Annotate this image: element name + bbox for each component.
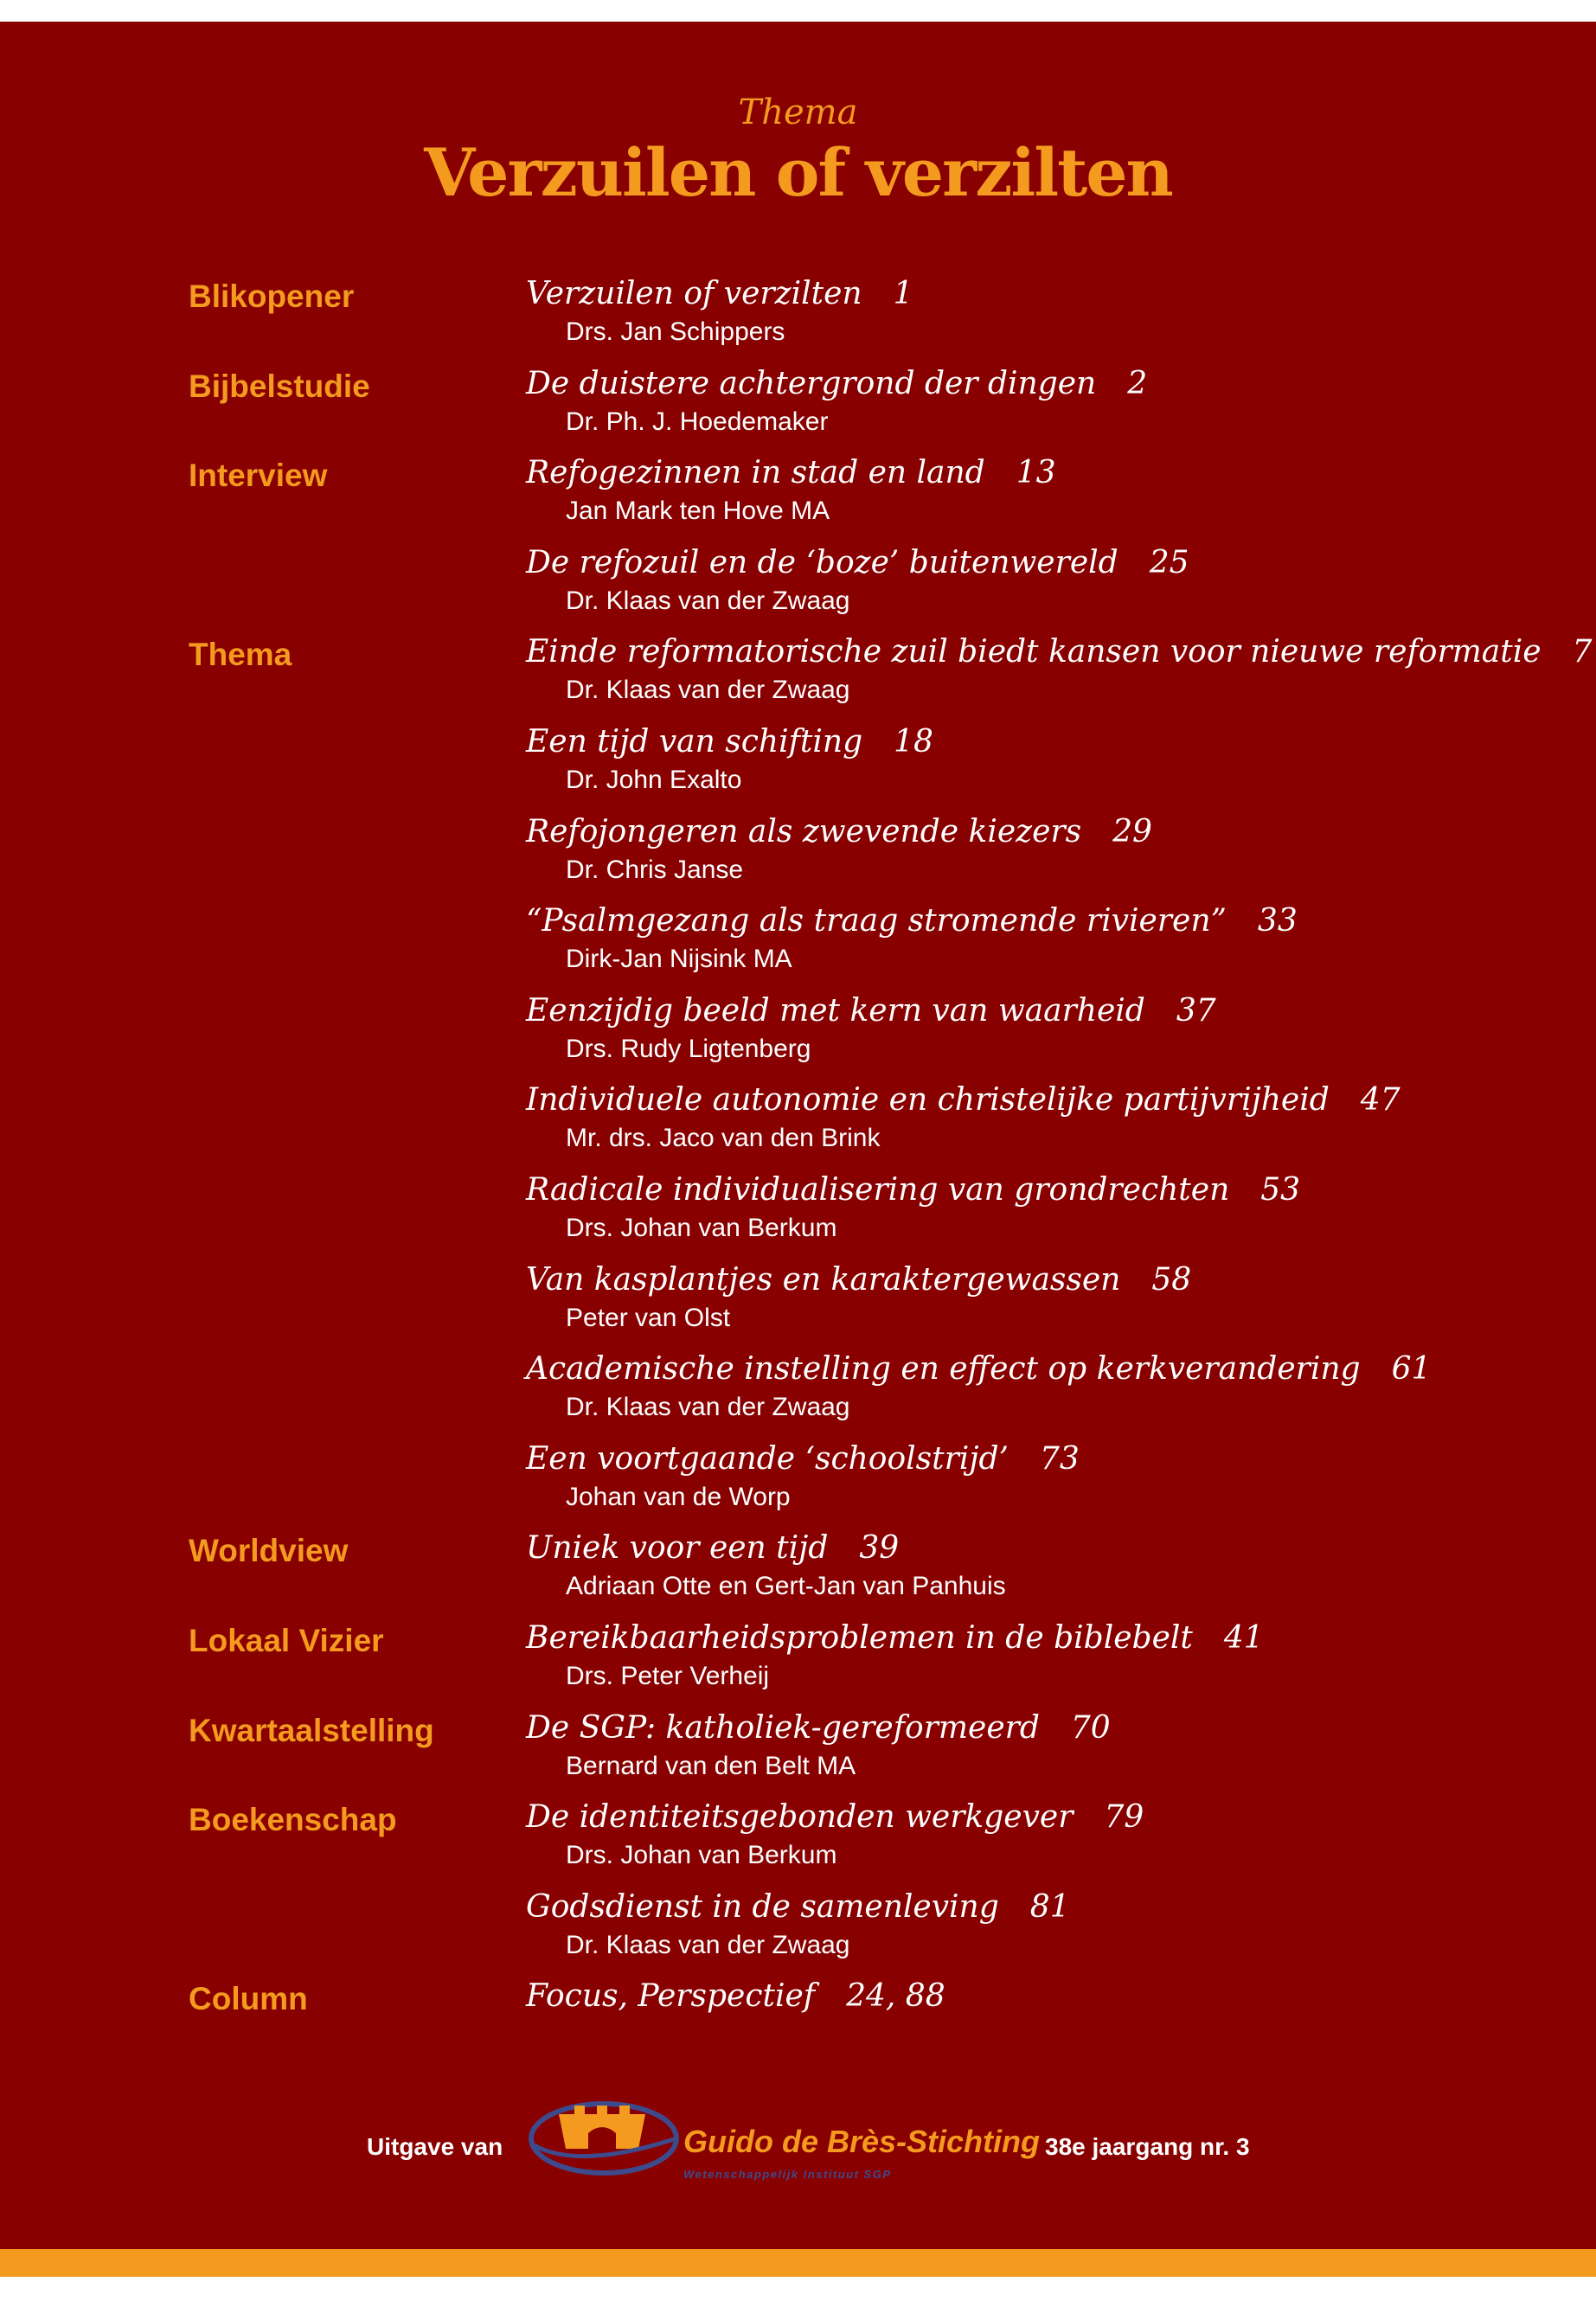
toc-entry-author: Dr. John Exalto <box>566 766 742 794</box>
bottom-orange-band <box>0 2249 1596 2277</box>
toc-entry-author: Jan Mark ten Hove MA <box>566 497 830 526</box>
toc-entry <box>526 1530 1564 1601</box>
toc-entry-title: Academische instelling en effect op kerkverandering <box>526 1351 1361 1388</box>
toc-entry-page: 13 <box>1016 455 1056 491</box>
toc-entry-title: Individuele autonomie en christelijke partijvrijheid <box>526 1082 1330 1118</box>
toc-entry-title: Uniek voor een tijd <box>526 1530 829 1567</box>
toc-section-label: Boekenschap <box>189 1802 397 1838</box>
toc-entry <box>526 634 1593 705</box>
toc-entry <box>526 1978 1564 2015</box>
toc-entry-page: 61 <box>1391 1351 1432 1388</box>
toc-entry-page: 1 <box>893 276 913 311</box>
toc-section-label: Lokaal Vizier <box>189 1623 384 1658</box>
toc-entry-title: Van kasplantjes en karaktergewassen <box>526 1261 1121 1298</box>
toc-entry-page: 58 <box>1151 1261 1192 1298</box>
toc-entry <box>526 1620 1564 1690</box>
toc-section-label: Bijbelstudie <box>189 368 370 404</box>
toc-entry-author: Dr. Klaas van der Zwaag <box>566 1393 850 1422</box>
toc-entry-author: Drs. Johan van Berkum <box>566 1841 837 1870</box>
toc-entry-page: 73 <box>1039 1440 1080 1477</box>
toc-entry-author: Johan van de Worp <box>566 1482 791 1511</box>
toc-entry <box>526 1082 1564 1153</box>
org-name: Guido de Brès-Stichting <box>683 2124 1041 2159</box>
toc-section-label: Thema <box>189 637 292 673</box>
toc-entry-page: 24, 88 <box>846 1978 945 2015</box>
toc-entry <box>526 1172 1564 1242</box>
toc-entry-author: Drs. Johan van Berkum <box>566 1214 837 1242</box>
toc-entry <box>526 365 1564 436</box>
org-subtitle: Wetenschappelijk Instituut SGP <box>683 2168 892 2181</box>
toc-entry-author: Dirk-Jan Nijsink MA <box>566 945 792 974</box>
toc-entry-author: Mr. drs. Jaco van den Brink <box>566 1124 881 1153</box>
toc-entry-author: Bernard van den Belt MA <box>566 1751 856 1780</box>
toc-entry-page: 70 <box>1070 1709 1111 1746</box>
toc-entry-page: 33 <box>1257 903 1298 939</box>
toc-entry-page: 25 <box>1149 544 1189 580</box>
toc-section-label: Kwartaalstelling <box>189 1712 434 1748</box>
toc-entry-author: Dr. Chris Janse <box>566 855 744 884</box>
page-title: Verzuilen of verzilten <box>424 134 1172 211</box>
toc-entry-page: 81 <box>1029 1888 1070 1925</box>
toc-entry-title: Verzuilen of verzilten <box>526 276 862 311</box>
toc-entry-page: 7 <box>1572 634 1593 670</box>
toc-entry <box>526 992 1564 1063</box>
toc-entry-page: 2 <box>1127 365 1148 401</box>
toc-entry <box>526 903 1564 974</box>
toc-entry <box>526 724 1564 794</box>
toc-entry <box>526 1440 1564 1511</box>
toc-entry <box>526 813 1564 884</box>
toc-entry-title: De identiteitsgebonden werkgever <box>526 1799 1074 1836</box>
toc-entry-title: Bereikbaarheidsproblemen in de biblebelt <box>526 1620 1193 1656</box>
toc-entry-title: Einde reformatorische zuil biedt kansen voor nieuwe reformatie <box>526 634 1542 670</box>
toc-entry-page: 79 <box>1104 1799 1144 1836</box>
toc-entry-title: Eenzijdig beeld met kern van waarheid <box>526 992 1145 1029</box>
toc-entry-title: De duistere achtergrond der dingen <box>526 365 1097 401</box>
toc-entry-title: “Psalmgezang als traag stromende rivieren” <box>526 903 1227 939</box>
publisher-label: Uitgave van <box>367 2133 503 2160</box>
toc-entry-author: Dr. Klaas van der Zwaag <box>566 676 850 705</box>
toc-entry <box>526 1261 1564 1332</box>
toc-entry-page: 29 <box>1112 813 1152 849</box>
toc-entry-page: 37 <box>1176 992 1216 1029</box>
toc-entry <box>526 1351 1564 1422</box>
toc-entry <box>526 1799 1564 1870</box>
toc-section-label: Column <box>189 1981 308 2017</box>
toc-entry-author: Drs. Jan Schippers <box>566 317 785 346</box>
toc-entry-title: Focus, Perspectief <box>526 1978 816 2015</box>
toc-entry <box>526 544 1564 615</box>
toc-entry-title: Een tijd van schifting <box>526 724 863 760</box>
toc-entry-page: 53 <box>1260 1172 1301 1208</box>
toc-section-label: Blikopener <box>189 279 355 314</box>
toc-entry-page: 41 <box>1223 1620 1264 1656</box>
toc-entry-title: Godsdienst in de samenleving <box>526 1888 999 1925</box>
toc-entry-title: Refojongeren als zwevende kiezers <box>526 813 1082 849</box>
toc-entry-author: Dr. Klaas van der Zwaag <box>566 1930 850 1959</box>
toc-entry <box>526 1888 1564 1959</box>
toc-section-label: Interview <box>189 458 328 494</box>
toc-entry-title: Een voortgaande ‘schoolstrijd’ <box>526 1440 1009 1477</box>
toc-entry-author: Drs. Peter Verheij <box>566 1662 770 1690</box>
toc-entry-page: 18 <box>894 724 933 760</box>
toc-entry-title: De refozuil en de ‘boze’ buitenwereld <box>526 544 1118 580</box>
guido-de-bres-logo-icon <box>524 2088 697 2183</box>
toc-entry <box>526 276 1564 346</box>
toc-entry-title: Refogezinnen in stad en land <box>526 455 985 491</box>
toc-section-label: Worldview <box>189 1533 349 1569</box>
issue-label: 38e jaargang nr. 3 <box>1045 2133 1250 2160</box>
toc-entry-title: Radicale individualisering van grondrechten <box>526 1172 1230 1208</box>
header-subtitle: Thema <box>738 93 858 132</box>
toc-entry-author: Drs. Rudy Ligtenberg <box>566 1034 811 1063</box>
toc-entry-author: Dr. Klaas van der Zwaag <box>566 586 850 615</box>
toc-entry-title: De SGP: katholiek-gereformeerd <box>526 1709 1040 1746</box>
toc-entry-author: Adriaan Otte en Gert-Jan van Panhuis <box>566 1572 1006 1601</box>
toc-entry-page: 47 <box>1360 1082 1401 1118</box>
toc-entry <box>526 1709 1564 1780</box>
toc-entry-author: Peter van Olst <box>566 1303 731 1332</box>
toc-entry-page: 39 <box>859 1530 900 1567</box>
toc-entry-author: Dr. Ph. J. Hoedemaker <box>566 407 829 436</box>
toc-entry <box>526 455 1564 526</box>
